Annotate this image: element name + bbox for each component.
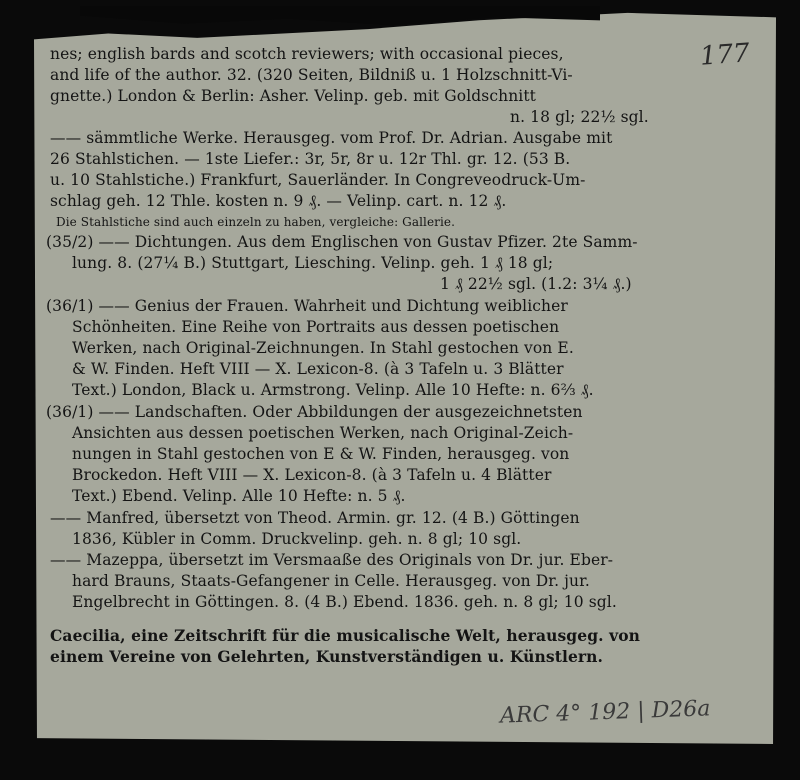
text-line: schlag geh. 12 Thle. kosten n. 9 ₰. — Velinp. cart. n. 12 ₰. [50,192,507,210]
text-line: Brockedon. Heft VIII — X. Lexicon-8. (à 3 Tafeln u. 4 Blätter [72,466,552,484]
text-line: Ansichten aus dessen poetischen Werken, nach Original-Zeich- [72,424,574,442]
text-line: Text.) Ebend. Velinp. Alle 10 Hefte: n. 5 ₰. [72,487,406,505]
text-line: Text.) London, Black u. Armstrong. Velinp. Alle 10 Hefte: n. 6⅔ ₰. [72,381,594,399]
text-line: —— sämmtliche Werke. Herausgeg. vom Prof. Dr. Adrian. Ausgabe mit [50,129,613,147]
text-line: gnette.) London & Berlin: Asher. Velinp. geb. mit Goldschnitt [50,87,536,105]
text-line-heading: Caecilia, eine Zeitschrift für die musicalische Welt, herausgeg. von [50,626,641,645]
text-line: (36/1) —— Genius der Frauen. Wahrheit und Dichtung weiblicher [46,297,568,315]
shelfmark-handwritten: ARC 4° 192 | D26a [499,696,711,729]
text-line: lung. 8. (27¼ B.) Stuttgart, Liesching. Velinp. geh. 1 ₰ 18 gl; [72,254,554,272]
text-line: and life of the author. 32. (320 Seiten, Bildniß u. 1 Holzschnitt-Vi- [50,66,573,84]
text-line: (36/1) —— Landschaften. Oder Abbildungen der ausgezeichnetsten [46,403,583,421]
text-line: Engelbrecht in Göttingen. 8. (4 B.) Ebend. 1836. geh. n. 8 gl; 10 sgl. [72,593,617,611]
text-line: 1836, Kübler in Comm. Druckvelinp. geh. n. 8 gl; 10 sgl. [72,530,522,548]
text-line: 1 ₰ 22½ sgl. (1.2: 3¼ ₰.) [440,275,632,293]
text-line: n. 18 gl; 22½ sgl. [510,108,649,126]
text-line: (35/2) —— Dichtungen. Aus dem Englischen von Gustav Pfizer. 2te Samm- [46,233,638,251]
text-line: u. 10 Stahlstiche.) Frankfurt, Sauerländer. In Congreveodruck-Um- [50,171,586,189]
text-line: Schönheiten. Eine Reihe von Portraits aus dessen poetischen [72,318,560,336]
text-line-note: Die Stahlstiche sind auch einzeln zu haben, vergleiche: Gallerie. [56,215,456,229]
text-line: —— Manfred, übersetzt von Theod. Armin. gr. 12. (4 B.) Göttingen [50,509,580,527]
text-line: —— Mazeppa, übersetzt im Versmaaße des Originals von Dr. jur. Eber- [50,551,614,569]
text-line: hard Brauns, Staats-Gefangener in Celle. Herausgeg. von Dr. jur. [72,572,590,590]
text-line-heading: einem Vereine von Gelehrten, Kunstverständigen u. Künstlern. [50,647,604,666]
text-line: & W. Finden. Heft VIII — X. Lexicon-8. (à 3 Tafeln u. 3 Blätter [72,360,564,378]
page-number: 177 [699,38,751,72]
text-line: nes; english bards and scotch reviewers; with occasional pieces, [50,45,564,63]
text-line: 26 Stahlstichen. — 1ste Liefer.: 3r, 5r, 8r u. 12r Thl. gr. 12. (53 B. [50,150,571,168]
text-line: nungen in Stahl gestochen von E & W. Finden, herausgeg. von [72,445,570,463]
text-line: Werken, nach Original-Zeichnungen. In Stahl gestochen von E. [72,339,574,357]
